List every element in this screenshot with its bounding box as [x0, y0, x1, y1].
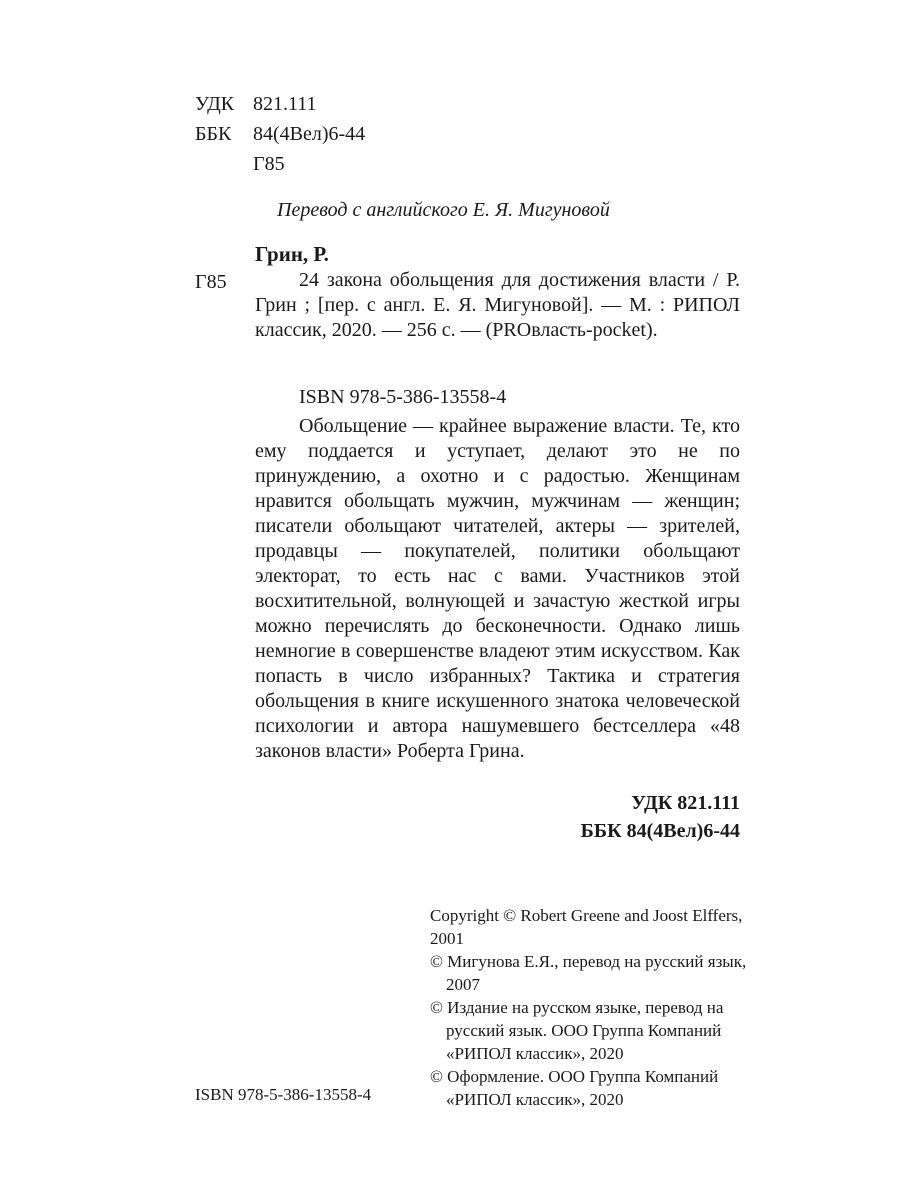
- bbk-label: ББК: [195, 123, 232, 145]
- isbn-bottom: ISBN 978-5-386-13558-4: [195, 1085, 372, 1104]
- udk-row: [195, 89, 365, 119]
- udk-bold: УДК 821.111: [631, 792, 740, 814]
- author-heading: Грин, Р.: [255, 242, 329, 266]
- copyright-line-translation: © Мигунова Е.Я., перевод на русский язык, 2007: [430, 952, 747, 994]
- translator-note: Перевод с английского Е. Я. Мигуновой: [277, 199, 610, 221]
- bbk-row: [195, 119, 365, 149]
- copyright-block: [430, 904, 750, 1111]
- annotation: Обольщение — крайнее выражение власти. Те, кто ему поддается и уступает, делают это не по принуждению, а охотно и с радостью. Женщинам нравится обольщать мужчин, мужчинам — женщин; писатели обольщают читателей, актеры — зрителей, продавцы — покупателей, политики обольщают электорат, то есть нас с вами. Участников этой восхитительной, волнующей и зачастую жесткой игры можно перечислять до бесконечности. Однако лишь немногие в совершенстве владеют этим искусством. Как попасть в число избранных? Тактика и стратегия обольщения в книге искушенного знатока человеческой психологии и автора нашумевшего бестселлера «48 законов власти» Роберта Грина.: [255, 415, 740, 762]
- margin-author-code: Г85: [195, 271, 227, 293]
- copyright-line-original: Copyright © Robert Greene and Joost Elffers, 2001: [430, 906, 743, 948]
- udk-value: 821.111: [253, 93, 317, 115]
- copyright-line-design: © Оформление. ООО Группа Компаний «РИПОЛ классик», 2020: [430, 1067, 719, 1109]
- udk-label: УДК: [195, 93, 235, 115]
- copyright-line-edition: © Издание на русском языке, перевод на русский язык. ООО Группа Компаний «РИПОЛ классик», 2020: [430, 998, 724, 1063]
- classification-block: [195, 89, 365, 179]
- bbk-value: 84(4Вел)6-44: [253, 123, 366, 145]
- author-code-row: [195, 149, 365, 179]
- isbn-main: ISBN 978-5-386-13558-4: [299, 386, 507, 408]
- author-code: Г85: [253, 153, 285, 175]
- bibliographic-entry: 24 закона обольщения для достижения власти / Р. Грин ; [пер. с англ. Е. Я. Мигуновой]. — М. : РИПОЛ классик, 2020. — 256 с. — (PROвласть-pocket).: [255, 269, 740, 341]
- bbk-bold: ББК 84(4Вел)6-44: [580, 820, 740, 842]
